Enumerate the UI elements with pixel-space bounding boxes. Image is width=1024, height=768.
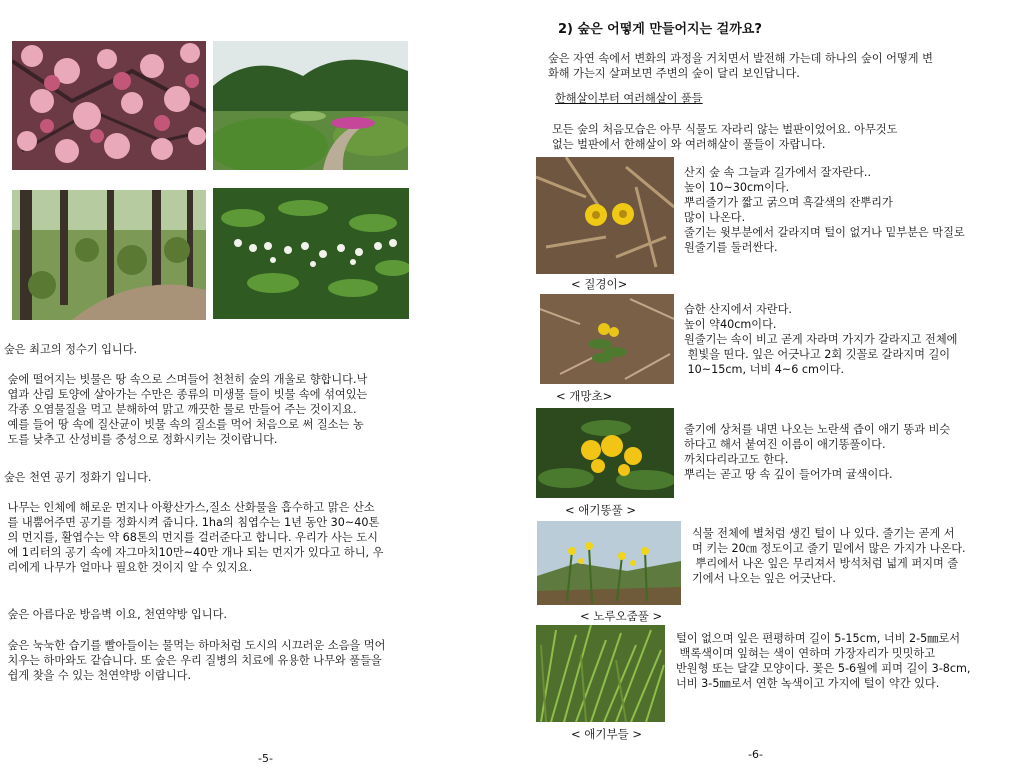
plant-photo	[540, 294, 674, 384]
garden-path-photo	[213, 41, 408, 170]
plant-caption: < 노루오줌풀 >	[580, 609, 663, 623]
section-body: 숲은 눅눅한 습기를 빨아들이는 물먹는 하마처럼 도시의 시끄러운 소음을 먹어 치우는 하마와도 같습니다. 또 숲은 우리 질병의 치료에 유용한 나무와 풀들을 쉽게 찾을 수 있는 천연약방 이랍니다.	[7, 639, 386, 682]
plant-description: 식물 전체에 별처럼 생긴 털이 나 있다. 줄기는 곧게 서 며 키는 20㎝ 정도이고 줄기 밑에서 많은 가지가 나온다. 뿌리에서 나온 잎은 무리져서 방석처럼 넓게 퍼지며 줄 기에서 나오는 잎은 어긋난다.	[692, 527, 966, 585]
intro-text: 숲은 자연 속에서 변화의 과정을 거치면서 발전해 가는데 하나의 숲이 어떻게 변 화해 가는지 살펴보면 주변의 숲이 달리 보인답니다.	[548, 52, 933, 80]
plant-photo	[537, 521, 681, 605]
section-heading: 숲은 아름다운 방음벽 이요, 천연약방 입니다.	[4, 608, 227, 621]
page-number: -6-	[748, 748, 763, 761]
white-flowers-photo	[213, 188, 409, 319]
page-title: 2) 숲은 어떻게 만들어지는 걸까요?	[558, 22, 762, 37]
magnolia-photo	[12, 41, 206, 170]
section-heading: 숲은 최고의 정수기 입니다.	[4, 343, 138, 356]
plant-photo	[536, 157, 674, 274]
plant-description: 털이 없으며 잎은 편평하며 길이 5-15cm, 너비 2-5㎜로서 백록색이며 잎혀는 색이 연하며 가장자리가 밋밋하고 반원형 또는 달걀 모양이다. 꽃은 5-6월에 피며 길이 3-8cm, 너비 3-5㎜로서 연한 녹색이고 가지에 털이 약간 있다.	[676, 632, 971, 690]
page-number: -5-	[258, 752, 273, 765]
plant-caption: < 질경이>	[571, 277, 628, 291]
subheading: 한해살이부터 여러해살이 풀들	[555, 92, 703, 105]
forest-trail-photo	[12, 190, 206, 320]
plant-description: 산지 숲 속 그늘과 길가에서 잘자란다.. 높이 10~30cm이다. 뿌리줄기가 짧고 굵으며 흑갈색의 잔뿌리가 많이 나온다. 줄기는 윗부분에서 갈라지며 털이 없거나 밑부분은 막질로 원줄기를 둘러싼다.	[684, 166, 965, 254]
plant-photo	[536, 625, 665, 722]
plant-photo	[536, 408, 674, 498]
section-heading: 숲은 천연 공기 정화기 입니다.	[4, 471, 152, 484]
plant-description: 줄기에 상처를 내면 나오는 노란색 즙이 애기 똥과 비슷 하다고 해서 붙여진 이름이 애기똥풀이다. 까치다리라고도 한다. 뿌리는 곧고 땅 속 깊이 들어가며 귤색이다.	[684, 423, 951, 481]
section-body: 숲에 떨어지는 빗물은 땅 속으로 스며들어 천천히 숲의 개울로 향합니다.낙 엽과 산림 토양에 살아가는 수만은 종류의 미생물 들이 빗물 속에 섞여있는 각종 오염물질을 먹고 분해하여 맑고 깨끗한 물로 만들어 주는 것이지요. 예를 들어 땅 속에 질산균이 빗물 속의 질소를 먹어 처음으로 써 질소는 농 도를 낮추고 산성비를 중성으로 정화시키는 것이랍니다.	[7, 373, 368, 446]
plant-caption: < 개망초>	[556, 389, 613, 403]
plant-description: 습한 산지에서 자란다. 높이 약40cm이다. 원줄기는 속이 비고 곧게 자라며 가지가 갈라지고 전체에 흰빛을 띤다. 잎은 어긋나고 2회 깃꼴로 갈라지며 길이 10~15cm, 너비 4~6 cm이다.	[684, 303, 958, 376]
plant-caption: < 애기똥풀 >	[565, 503, 637, 517]
subintro-text: 모든 숲의 처음모습은 아무 식물도 자라리 않는 벌판이었어요. 아무것도 없는 벌판에서 한해살이 와 여러해살이 풀들이 자랍니다.	[552, 123, 898, 151]
plant-caption: < 애기부들 >	[571, 727, 643, 741]
section-body: 나무는 인체에 해로운 먼지나 아황산가스,질소 산화물을 흡수하고 맑은 산소 를 내뿜어주면 공기를 정화시켜 줍니다. 1ha의 침엽수는 1년 동안 30~40톤 의 먼지를, 활엽수는 약 68톤의 먼지를 걸러준다고 합니다. 우리가 사는 도시 에 1리터의 공기 속에 자그마치10만~40만 개나 되는 먼지가 있다고 하니, 우 리에게 나무가 얼마나 필요한 것이지 알 수 있지요.	[7, 501, 384, 574]
